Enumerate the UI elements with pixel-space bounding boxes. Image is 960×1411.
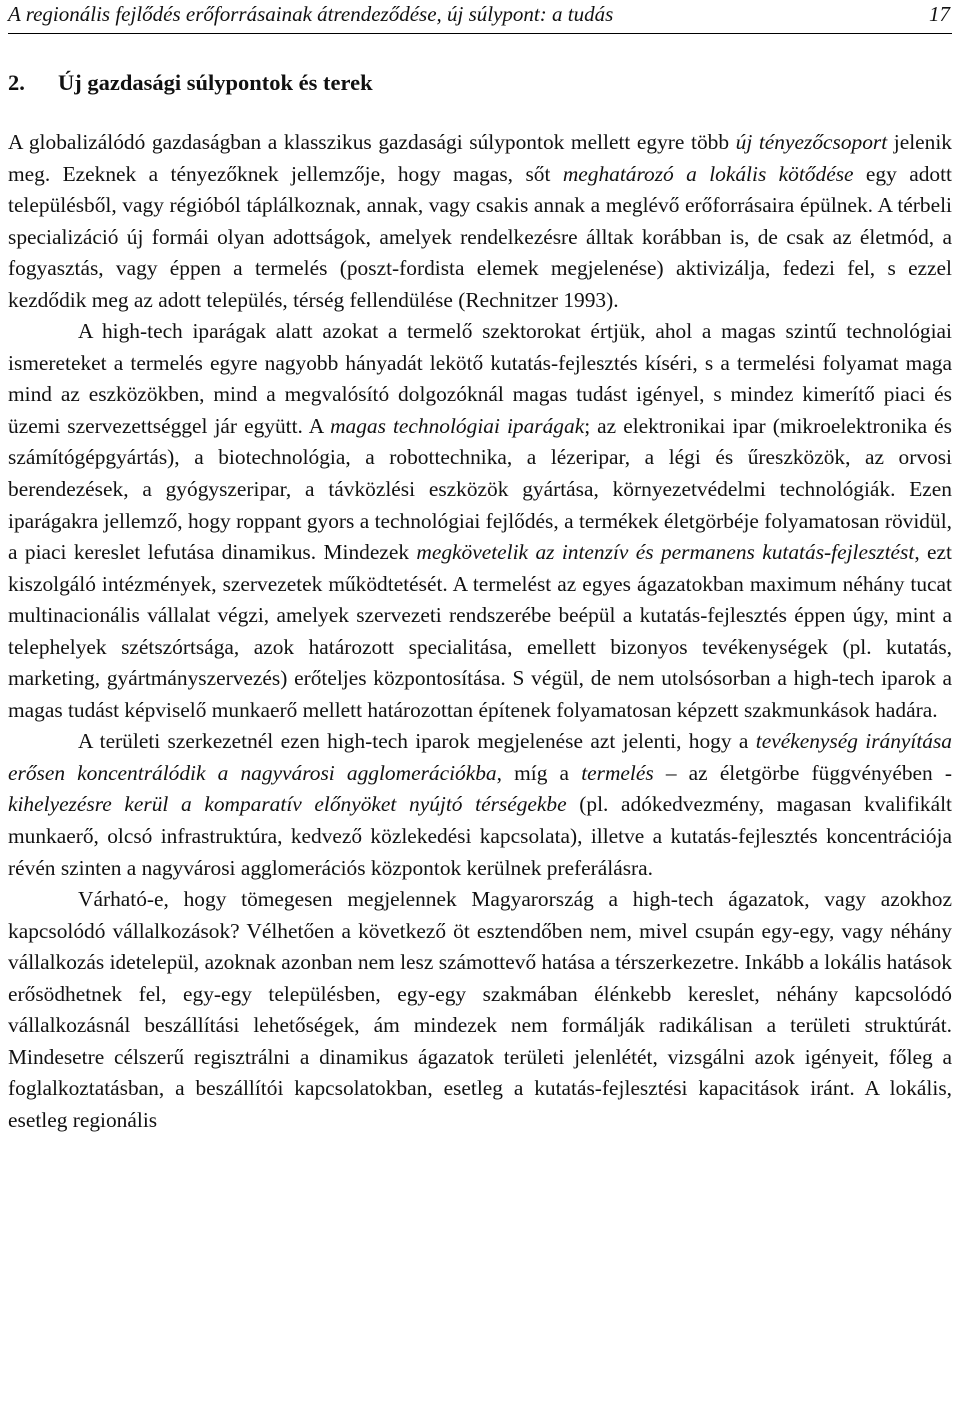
paragraph xyxy=(8,884,952,1136)
text-run: A területi szerkezetnél ezen high-tech iparok megjelenése azt jelenti, hogy a xyxy=(78,729,756,754)
text-run: Várható-e, hogy tömegesen megjelennek Magyarország a high-tech ágazatok, vagy azokhoz kapcsolódó vállalkozások? Vélhetően a következő öt esztendőben nem, mivel csupán egy-egy, vagy néhány vállalkozás idetelepül, azoknak azonban nem lesz számottevő hatása a térszerkezetre. Inkább a lokális hatások erősödhetnek fel, egy-egy településben, egy-egy szakmában élénkebb kereslet, néhány kapcsolódó vállalkozásnál beszállítási lehetőségek, ám mindezek nem formálják radikálisan a területi struktúrát. Mindesetre célszerű regisztrálni a dinamikus ágazatok területi jelenlétét, vizsgálni azok igényeit, főleg a foglalkoztatásban, a beszállítói kapcsolatokban, esetleg a kutatás-fejlesztési kapacitások iránt. A lokális, esetleg regionális xyxy=(8,887,952,1132)
text-run: A high-tech iparágak alatt azokat a termelő szektorokat értjük, ahol a magas szintű technológiai ismereteket a termelés egyre nagyobb hányadát lekötő kutatás-fejlesztés kíséri, s a termelési folyamat maga mind az eszközökben, mind a megvalósító dolgozóknál magas tudást igényel, s mindez kimerítő piaci és üzemi szervezettséggel jár együtt. A xyxy=(8,319,952,438)
text-run: ; az elektronikai ipar (mikroelektronika és számítógépgyártás), a biotechnológia, a robottechnika, a lézeripar, a légi és űreszközök, az orvosi berendezések, a gyógyszeripar, a távközlési eszközök gyártása, környezetvédelmi technológiák. Ezen iparágakra jellemző, hogy roppant gyors a technológiai fejlődés, a termékek életgörbéje folyamatosan rövidül, a piaci kereslet lefutása dinamikus. Mindezek xyxy=(8,413,952,565)
running-header-title: A regionális fejlődés erőforrásainak átrendeződése, új súlypont: a tudás xyxy=(8,2,614,26)
text-run: (pl. adókedvezmény, magasan kvalifikált munkaerő, olcsó infrastruktúra, kedvező közlekedési kapcsolata), illetve a kutatás-fejlesztés koncentrációja révén szinten a nagyvárosi agglomerációs központok kerülnek preferálásra. xyxy=(8,792,952,880)
running-header xyxy=(8,0,952,34)
text-run: , míg a xyxy=(496,760,582,785)
body-text xyxy=(8,127,952,1137)
emphasized-text: tevékenység irányítása erősen koncentrálódik a nagyvárosi agglomerációkba xyxy=(8,729,953,785)
emphasized-text: új tényezőcsoport xyxy=(735,130,888,154)
emphasized-text: meghatározó a lokális kötődése xyxy=(562,161,854,186)
section-heading xyxy=(8,67,373,99)
paragraph xyxy=(8,726,952,884)
paragraph xyxy=(8,127,952,316)
paragraph xyxy=(8,316,952,726)
text-run: A globalizálódó gazdaságban a klasszikus gazdasági súlypontok mellett egyre több xyxy=(8,130,736,154)
text-run: egy adott településből, vagy régióból táplálkoznak, annak, vagy csakis annak a meglévő erőforrásaira épülnek. A térbeli specializáció új formái olyan adottságok, amelyek rendelkezésre álltak korábban is, de csak az életmód, a fogyasztás, vagy éppen a termelés (poszt-fordista elemek megjelenése) aktivizálja, fedezi fel, s ezzel kezdődik meg az adott település, térség fellendülése (Rechnitzer 1993). xyxy=(8,161,952,312)
text-run: jelenik meg. Ezeknek a tényezőknek jellemzője, hogy magas, sőt xyxy=(8,130,952,186)
emphasized-text: kihelyezésre kerül a komparatív előnyöket nyújtó térségekbe xyxy=(8,792,567,817)
text-run: , ezt kiszolgáló intézmények, szervezetek működtetését. A termelést az egyes ágazatokban maximum néhány tucat multinacionális vállalat végzi, amelyek szervezeti rendszerébe beépül a kutatás-fejlesztés éppen úgy, mint a telephelyek szétszórtsága, azok határozott specialitása, emellett bizonyos tevékenységek (pl. kutatás, marketing, gyártmányszervezés) erőteljes központosítása. S végül, de nem utolsósorban a high-tech iparok a magas tudást képviselő munkaerő mellett határozottan építenek folyamatosan képzett szakmunkások hadára. xyxy=(8,540,952,722)
emphasized-text: magas technológiai iparágak xyxy=(330,413,585,438)
section-title: Új gazdasági súlypontok és terek xyxy=(58,70,373,95)
section-number: 2. xyxy=(8,70,25,95)
emphasized-text: termelés xyxy=(581,760,654,785)
page-number: 17 xyxy=(929,2,950,26)
emphasized-text: megkövetelik az intenzív és permanens kutatás-fejlesztést xyxy=(416,540,915,565)
text-run: – az életgörbe függvényében - xyxy=(653,760,952,785)
